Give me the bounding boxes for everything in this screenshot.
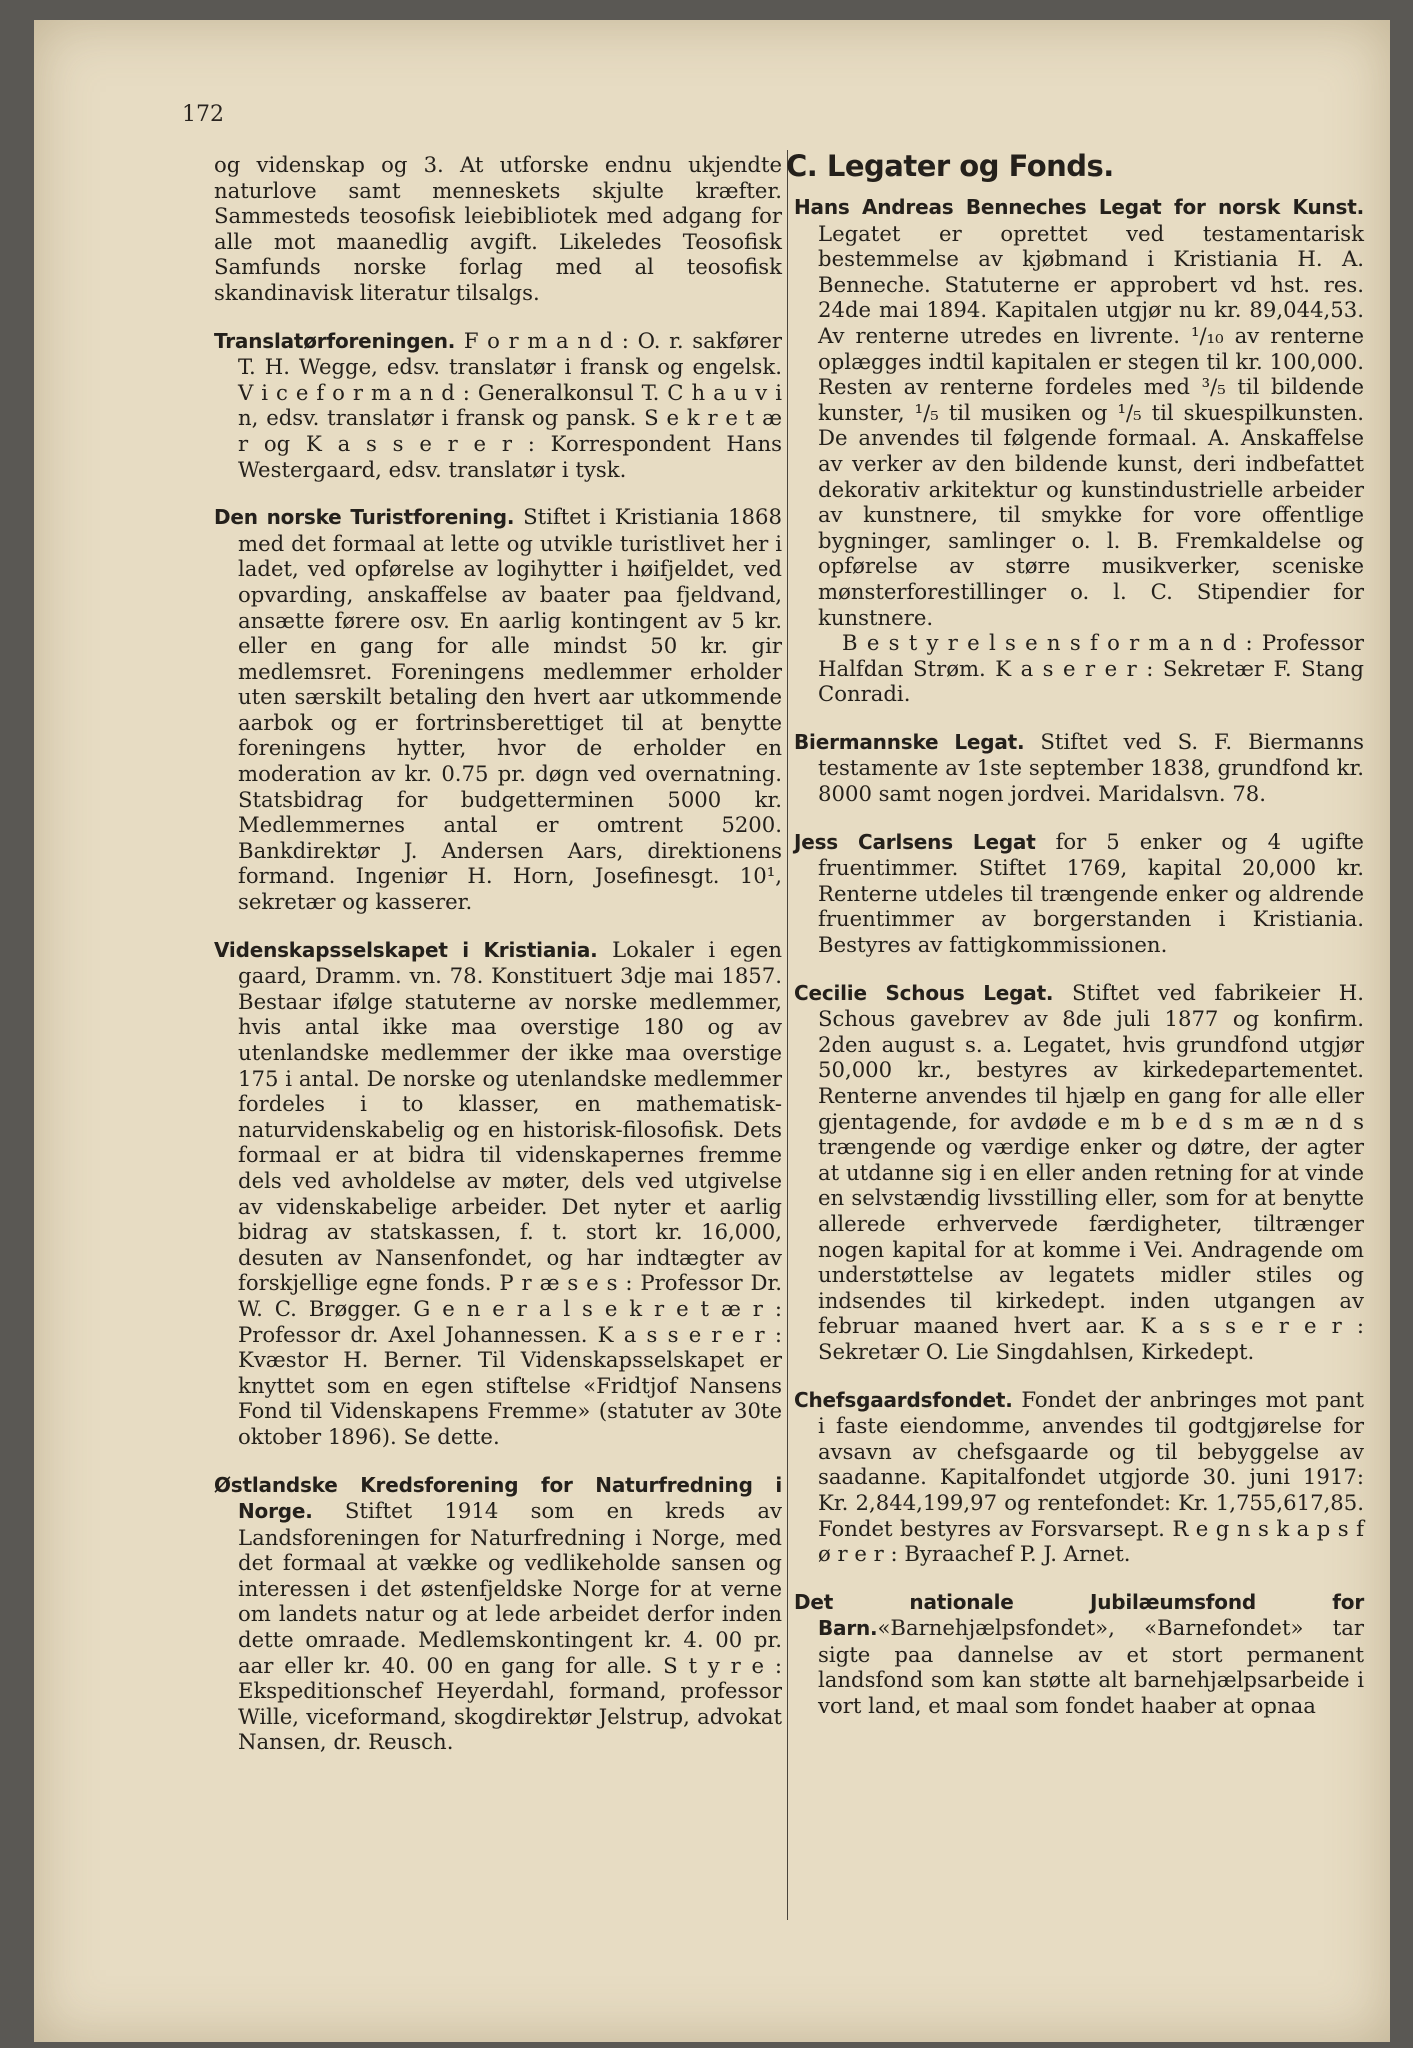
entry-text: Stiftet i Kristiania 1868 med det formaal at lette og utvikle turistlivet her i ladet, ved opførelse av logihytter i høifjeldet, ved opvarding, anskaffelse av baater paa fjeldvand, ansætte førere osv. En aarlig kontingent av 5 kr. eller en gang for alle mindst 50 kr. gir medlemsret. Foreningens medlemmer erholder uten særskilt betaling den hvert aar utkommende aarbok og er fortrinsberettiget til at benytte foreningens hytter, hvor de erholder en moderation av kr. 0.75 pr. døgn ved overnatning. Statsbidrag for budgetterminen 5000 kr. Medlemmernes antal er omtrent 5200. Bankdirektør J. Andersen Aars, direktionens formand. Ingeniør H. Horn, Josefinesgt. 10¹, sekretær og kasserer. xyxy=(238,504,782,915)
entry-text: for 5 enker og 4 ugifte fruentimmer. Stiftet 1769, kapital 20,000 kr. Renterne utdeles til trængende enker og aldrende fruentimmer av borgerstanden i Kristiania. Bestyres av fattigkommissionen. xyxy=(818,828,1364,958)
entry-title: Østlandske Kredsforening for Naturfredning i Norge. xyxy=(214,1472,782,1524)
entry-biermannske-legat xyxy=(794,729,1364,807)
column-divider xyxy=(787,150,788,1920)
entry-title: Videnskapsselskapet i Kristiania. xyxy=(214,937,598,962)
entry-text: og videnskap og 3. At utforske endnu ukjendte naturlove samt menneskets skjulte kræfter. Sammesteds teosofisk leiebibliotek med adgang for alle mot maanedlig avgift. Likeledes Teosofisk Samfunds norske forlag med al teosofisk skandinavisk literatur tilsalgs. xyxy=(214,152,782,305)
entry-turistforening xyxy=(214,504,782,915)
entry-text: «Barnehjælpsfondet», «Barnefondet» tar sigte paa dannelse av et stort permanent landsfond som kan støtte alt barnehjælpsarbeide i vort land, et maal som fondet haaber at opnaa xyxy=(818,1615,1364,1719)
entry-carlsens-legat xyxy=(794,829,1364,958)
left-column xyxy=(214,152,782,1777)
entry-title: Hans Andreas Benneches Legat for norsk Kunst. xyxy=(794,195,1364,219)
entry-title: Chefsgaardsfondet. xyxy=(794,1387,1013,1412)
entry-title: Cecilie Schous Legat. xyxy=(794,980,1054,1005)
entry-schous-legat xyxy=(794,980,1364,1365)
entry-title: Translatørforeningen. xyxy=(214,328,456,353)
entry-translatorforeningen xyxy=(214,328,782,483)
entry-benneches-legat xyxy=(794,194,1364,707)
entry-text: Stiftet 1914 som en kreds av Landsforeningen for Naturfredning i Norge, med det formaal at vække og vedlikeholde sansen og interessen i det østenfjeldske Norge for at verne om landets natur og at lede arbeidet derfor inden dette omraade. Medlemskontingent kr. 4. 00 pr. aar eller kr. 40. 00 en gang for alle. S t y r e : Ekspeditionschef Heyerdahl, formand, professor Wille, viceformand, skogdirektør Jelstrup, advokat Nansen, dr. Reusch. xyxy=(238,1498,782,1755)
entry-title: Det nationale Jubilæumsfond for Barn. xyxy=(794,1589,1364,1641)
document-page xyxy=(34,20,1390,2042)
entry-kredsforening xyxy=(214,1472,782,1756)
entry-jubilaeumsfond xyxy=(794,1589,1364,1719)
entry-title: Jess Carlsens Legat xyxy=(794,829,1036,854)
entry-text: Stiftet ved fabrikeier H. Schous gavebrev av 8de juli 1877 og konfirm. 2den august s. a. Legatet, hvis grundfond utgjør 50,000 kr., bestyres av kirkedepartementet. Renterne anvendes til hjælp en gang for alle eller gjentagende, for avdøde e m b e d s m æ n d s trængende og værdige enker og døtre, der agter at utdanne sig i en eller anden retning for at vinde en selvstændig livsstilling eller, som for at benytte allerede erhvervede færdigheter, tiltrænger nogen kapital for at komme i Vei. Andragende om understøttelse av legatets midler stiles og indsendes til kirkedept. inden utgangen av februar maaned hvert aar. K a s s e r e r : Sekretær O. Lie Singdahlsen, Kirkedept. xyxy=(818,979,1364,1364)
entry-chefsgaardsfondet xyxy=(794,1387,1364,1567)
entry-extra: B e s t y r e l s e n s f o r m a n d : Professor Halfdan Strøm. K a s e r e r : Sekretær F. Stang Conradi. xyxy=(818,630,1364,707)
entry-text: Stiftet ved S. F. Biermanns testamente av 1ste september 1838, grundfond kr. 8000 samt nogen jordvei. Maridalsvn. 78. xyxy=(818,728,1364,807)
entry-text: F o r m a n d : O. r. sakfører T. H. Wegge, edsv. translatør i fransk og engelsk. V i c e f o r m a n d : Generalkonsul T. C h a u v i n, edsv. translatør i fransk og pansk. S e k r e t æ r og K a s s e r e r : Korrespondent Hans Westergaard, edsv. translatør i tysk. xyxy=(238,327,782,482)
entry-intro-continuation xyxy=(214,152,782,306)
entry-text: Legatet er oprettet ved testamentarisk bestemmelse av kjøbmand i Kristiania H. A. Benneche. Statuterne er approbert vd hst. res. 24de mai 1894. Kapitalen utgjør nu kr. 89,044,53. Av renterne utredes en livrente. ¹/₁₀ av renterne oplægges indtil kapitalen er stegen til kr. 100,000. Resten av renterne fordeles med ³/₅ til bildende kunster, ¹/₅ til musiken og ¹/₅ til skuespilkunsten. De anvendes til følgende formaal. A. Anskaffelse av verker av den bildende kunst, deri indbefattet dekorativ arkitektur og kunstindustrielle arbeider av kunstnere, til smykke for vore offentlige bygninger, samlinger o. l. B. Fremkaldelse og opførelse av større musikverker, sceniske mønsterforestillinger o. l. C. Stipendier for kunstnere. xyxy=(818,220,1364,630)
entry-title: Den norske Turistforening. xyxy=(214,505,515,530)
page-number: 172 xyxy=(182,102,224,127)
entry-text: Fondet der anbringes mot pant i faste eiendomme, anvendes til godtgjørelse for avsavn av chefsgaarde og til bebyggelse av saadanne. Kapitalfondet utgjorde 30. juni 1917: Kr. 2,844,199,97 og rentefondet: Kr. 1,755,617,85. Fondet bestyres av Forsvarsept. R e g n s k a p s f ø r e r : Byraachef P. J. Arnet. xyxy=(818,1386,1364,1567)
section-heading: C. Legater og Fonds. xyxy=(786,149,1114,183)
entry-videnskapsselskapet xyxy=(214,937,782,1450)
entry-text: Lokaler i egen gaard, Dramm. vn. 78. Konstituert 3dje mai 1857. Bestaar ifølge statuterne av norske medlemmer, hvis antal ikke maa overstige 180 og av utenlandske medlemmer der ikke maa overstige 175 i antal. De norske og utenlandske medlemmer fordeles i to klasser, en mathematisk-naturvidenskabelig og en historisk-filosofisk. Dets formaal er at bidra til videnskapernes fremme dels ved avholdelse av møter, dels ved utgivelse av videnskabelige arbeider. Det nyter et aarlig bidrag av statskassen, f. t. stort kr. 16,000, desuten av Nansenfondet, og har indtægter av forskjellige egne fonds. P r æ s e s : Professor Dr. W. C. Brøgger. G e n e r a l s e k r e t æ r : Professor dr. Axel Johannessen. K a s s e r e r : Kvæstor H. Berner. Til Videnskapsselskapet er knyttet som en egen stiftelse «Fridtjof Nansens Fond til Videnskapens Fremme» (statuter av 30te oktober 1896). Se dette. xyxy=(238,936,782,1449)
right-column xyxy=(786,149,1364,1741)
entry-title: Biermannske Legat. xyxy=(794,729,1025,754)
